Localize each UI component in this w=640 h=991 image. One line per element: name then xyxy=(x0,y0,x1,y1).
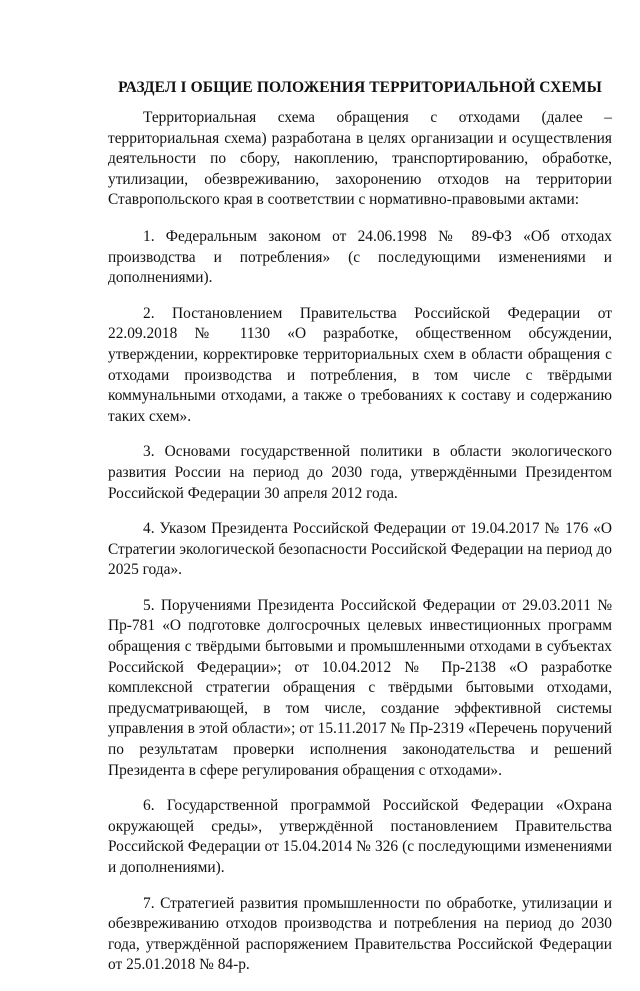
legal-act-item-4: 4. Указом Президента Российской Федерации от 19.04.2017 № 176 «О Стратегии экологической безопасности Российской Федерации на период до 2025 года». xyxy=(108,520,612,579)
document-page xyxy=(108,78,612,991)
legal-act-item-1: 1. Федеральным законом от 24.06.1998 № 89-ФЗ «Об отходах производства и потребления» (с последующими изменениями и дополнениями). xyxy=(108,227,612,287)
legal-act-item-6: 6. Государственной программой Российской Федерации «Охрана окружающей среды», утверждённой постановлением Правительства Российской Федерации от 15.04.2014 № 326 (с последующими изменениями и дополнениями). xyxy=(108,797,612,876)
section-title: РАЗДЕЛ I ОБЩИЕ ПОЛОЖЕНИЯ ТЕРРИТОРИАЛЬНОЙ СХЕМЫ xyxy=(118,79,602,96)
legal-act-item-5: 5. Поручениями Президента Российской Федерации от 29.03.2011 № Пр-781 «О подготовке долгосрочных целевых инвестиционных программ обращения с твёрдыми бытовыми и промышленными отходами в субъектах Российской Федерации»; от 10.04.2012 № Пр-2138 «О разработке комплексной стратегии обращения с твёрдыми бытовыми отходами, предусматривающей, в том числе, создание эффективной системы управления в этой области»; от 15.11.2017 № Пр-2319 «Перечень поручений по результатам проверки исполнения законодательства и решений Президента в сфере регулирования обращения с отходами». xyxy=(108,596,612,779)
legal-act-item-3: 3. Основами государственной политики в области экологического развития России на период до 2030 года, утверждёнными Президентом Российской Федерации 30 апреля 2012 года. xyxy=(108,443,612,502)
legal-act-item-7: 7. Стратегией развития промышленности по обработке, утилизации и обезвреживанию отходов производства и потребления на период до 2030 года, утверждённой распоряжением Правительства Российской Федерации от 25.01.2018 № 84-р. xyxy=(108,894,612,974)
legal-act-item-2: 2. Постановлением Правительства Российской Федерации от 22.09.2018 № 1130 «О разработке, общественном обсуждении, утверждении, корректировке территориальных схем в области обращения с отходами производства и потребления, в том числе с твёрдыми коммунальными отходами, а также о требованиях к составу и содержанию таких схем». xyxy=(108,304,612,425)
intro-paragraph: Территориальная схема обращения с отходами (далее – территориальная схема) разработана в целях организации и осуществления деятельности по сбору, накоплению, транспортированию, обработке, утилизации, обезвреживанию, захоронению отходов на территории Ставропольского края в соответствии с нормативно-правовыми актами: xyxy=(108,109,612,209)
